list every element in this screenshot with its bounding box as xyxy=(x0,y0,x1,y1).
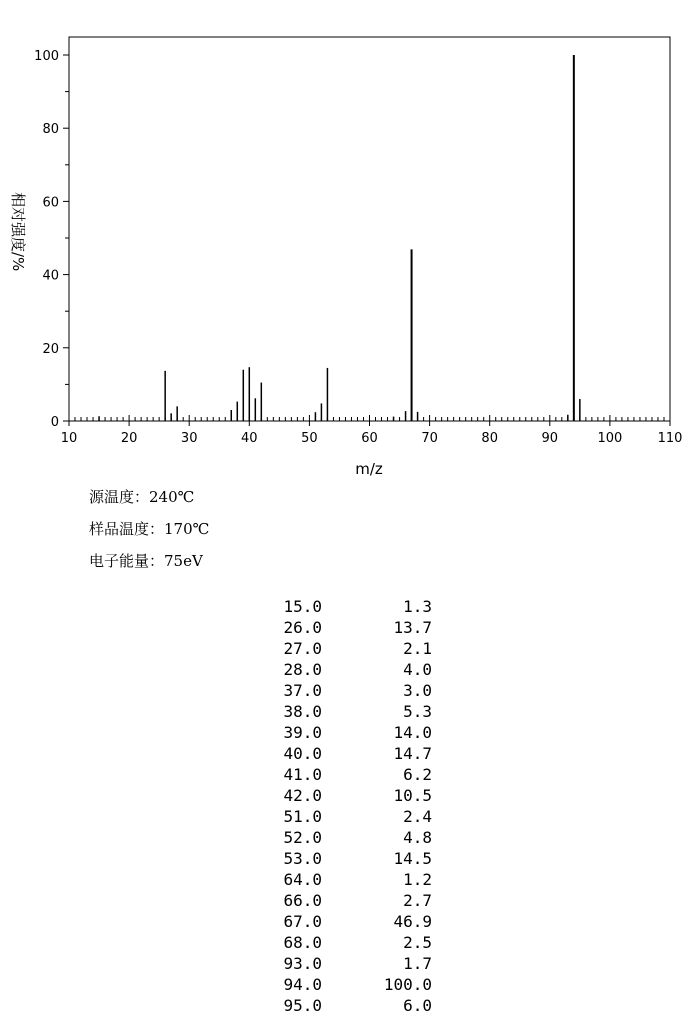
intensity-value: 5.3 xyxy=(403,702,432,721)
intensity-value: 46.9 xyxy=(393,912,432,931)
x-axis-ticks xyxy=(61,421,683,446)
y-tick-label: 40 xyxy=(42,268,59,284)
condition-value: 170℃ xyxy=(164,520,210,538)
mz-value: 53.0 xyxy=(283,849,322,868)
mz-value: 66.0 xyxy=(283,891,322,910)
mz-value: 95.0 xyxy=(283,996,322,1015)
table-row xyxy=(0,912,696,933)
condition-row xyxy=(89,518,209,539)
table-row xyxy=(0,639,696,660)
y-tick-label: 60 xyxy=(42,195,59,211)
table-row xyxy=(0,744,696,765)
mz-value: 38.0 xyxy=(283,702,322,721)
x-tick-label: 80 xyxy=(481,431,498,446)
plot-frame xyxy=(69,37,670,421)
y-axis-label-group xyxy=(9,192,27,271)
intensity-value: 2.4 xyxy=(403,807,432,826)
intensity-value: 13.7 xyxy=(393,618,432,637)
intensity-value: 3.0 xyxy=(403,681,432,700)
x-axis-label: m/z xyxy=(355,460,383,478)
table-row xyxy=(0,660,696,681)
intensity-value: 6.0 xyxy=(403,996,432,1015)
x-tick-label: 100 xyxy=(597,431,623,446)
mz-value: 15.0 xyxy=(283,597,322,616)
mass-spectrum-chart xyxy=(0,0,696,480)
mz-value: 51.0 xyxy=(283,807,322,826)
y-tick-label: 20 xyxy=(42,341,59,357)
mz-value: 40.0 xyxy=(283,744,322,763)
table-row xyxy=(0,954,696,975)
intensity-value: 14.7 xyxy=(393,744,432,763)
table-row xyxy=(0,933,696,954)
mz-value: 26.0 xyxy=(283,618,322,637)
table-row xyxy=(0,870,696,891)
x-tick-label: 60 xyxy=(361,431,378,446)
condition-value: 240℃ xyxy=(149,488,195,506)
condition-row xyxy=(89,550,203,571)
condition-label: 电子能量： xyxy=(89,552,165,570)
intensity-value: 10.5 xyxy=(393,786,432,805)
table-row xyxy=(0,891,696,912)
intensity-value: 6.2 xyxy=(403,765,432,784)
x-tick-label: 20 xyxy=(120,431,138,446)
mz-value: 28.0 xyxy=(283,660,322,679)
condition-label: 源温度： xyxy=(89,488,150,506)
mz-value: 37.0 xyxy=(283,681,322,700)
mz-value: 64.0 xyxy=(283,870,322,889)
x-tick-label: 90 xyxy=(541,431,559,446)
intensity-value: 2.5 xyxy=(403,933,432,952)
y-axis-ticks xyxy=(34,49,69,430)
intensity-value: 4.8 xyxy=(403,828,432,847)
mz-value: 41.0 xyxy=(283,765,322,784)
table-row xyxy=(0,765,696,786)
y-axis-label: 相对强度/% xyxy=(9,192,27,272)
table-row xyxy=(0,975,696,996)
table-row xyxy=(0,786,696,807)
intensity-value: 14.5 xyxy=(393,849,432,868)
x-tick-label: 70 xyxy=(421,431,438,446)
y-tick-label: 80 xyxy=(42,122,59,138)
table-row xyxy=(0,996,696,1017)
y-tick-label: 0 xyxy=(50,415,59,430)
mz-value: 68.0 xyxy=(283,933,322,952)
x-tick-label: 10 xyxy=(60,431,78,446)
x-tick-label: 110 xyxy=(657,431,683,446)
spectrum-bars xyxy=(99,55,580,421)
intensity-value: 2.1 xyxy=(403,639,432,658)
table-row xyxy=(0,597,696,618)
condition-label: 样品温度： xyxy=(89,520,165,538)
table-row xyxy=(0,807,696,828)
table-row xyxy=(0,723,696,744)
table-row xyxy=(0,702,696,723)
table-row xyxy=(0,618,696,639)
mz-value: 52.0 xyxy=(283,828,322,847)
intensity-value: 1.3 xyxy=(403,597,432,616)
x-tick-label: 30 xyxy=(180,431,198,446)
intensity-value: 100.0 xyxy=(383,975,432,994)
mz-value: 93.0 xyxy=(283,954,322,973)
table-row xyxy=(0,681,696,702)
mz-value: 39.0 xyxy=(283,723,322,742)
intensity-value: 1.2 xyxy=(403,870,432,889)
intensity-value: 1.7 xyxy=(403,954,432,973)
mz-value: 67.0 xyxy=(283,912,322,931)
mz-value: 94.0 xyxy=(283,975,322,994)
table-row xyxy=(0,828,696,849)
intensity-value: 2.7 xyxy=(403,891,432,910)
intensity-value: 4.0 xyxy=(403,660,432,679)
condition-value: 75eV xyxy=(164,552,203,570)
intensity-value: 14.0 xyxy=(393,723,432,742)
mz-value: 42.0 xyxy=(283,786,322,805)
table-row xyxy=(0,849,696,870)
y-tick-label: 100 xyxy=(34,49,59,64)
x-tick-label: 50 xyxy=(301,431,318,446)
x-tick-label: 40 xyxy=(241,431,258,446)
mz-value: 27.0 xyxy=(283,639,322,658)
condition-row xyxy=(89,486,194,507)
